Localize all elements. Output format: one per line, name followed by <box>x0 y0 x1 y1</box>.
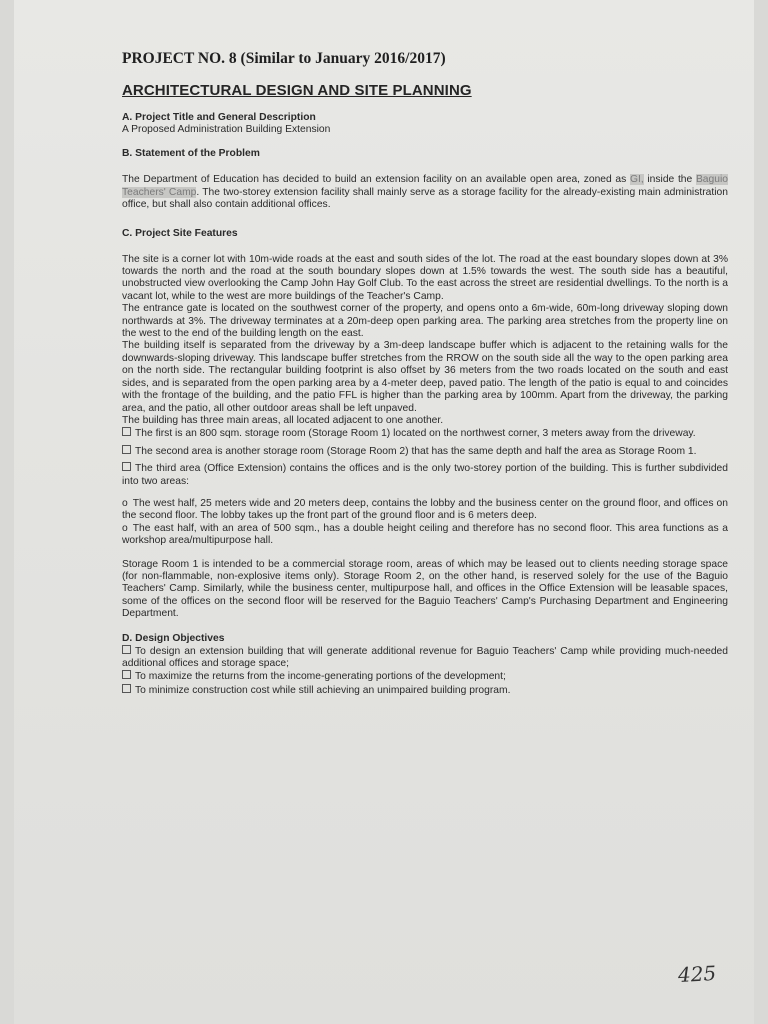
checkbox-bullet-icon <box>122 645 131 654</box>
document-content <box>122 50 728 697</box>
checkbox-bullet-icon <box>122 427 131 436</box>
document-page <box>14 0 754 1024</box>
section-a-heading: A. Project Title and General Description <box>122 112 316 123</box>
objective-2 <box>122 670 728 683</box>
project-number-heading: PROJECT NO. 8 (Similar to January 2016/2017) <box>122 50 446 67</box>
camp-highlight: Baguio Teachers' Camp <box>122 174 728 198</box>
bullet-storage-room-2 <box>122 445 728 458</box>
checkbox-bullet-icon <box>122 684 131 693</box>
zoning-highlight: GI, <box>629 174 644 186</box>
checkbox-bullet-icon <box>122 462 131 471</box>
section-b-text-end: . The two-storey extension facility shall mainly serve as a storage facility for the already-existing main administration office, but shall also contain additional offices. <box>122 186 728 211</box>
objective-1-text: To design an extension building that will generate additional revenue for Baguio Teachers' Camp while providing much-needed additional offices and storage space; <box>122 645 728 669</box>
section-b-heading: B. Statement of the Problem <box>122 148 260 160</box>
circle-bullet-icon: o <box>122 497 128 509</box>
section-a-text: A Proposed Administration Building Extension <box>122 124 331 135</box>
bullet-3-text: The third area (Office Extension) contains the offices and is the only two-storey portion of the building. This is further subdivided into two areas: <box>122 463 728 487</box>
site-paragraph-2: The entrance gate is located on the southwest corner of the property, and opens onto a 6m-wide, 60m-long driveway sloping down northwards at 3%. The driveway terminates at a 20m-deep open parking area. The parking area stretches from the property line on the west to the end of the building length on the east. <box>122 303 728 340</box>
site-paragraph-4: The building has three main areas, all located adjacent to one another. <box>122 414 444 426</box>
circle-bullet-icon: o <box>122 522 128 534</box>
site-paragraph-1: The site is a corner lot with 10m-wide roads at the east and south sides of the lot. The road at the east boundary slopes down at 3% towards the north and the road at the south boundary slopes down at 1.5% towards the west. The south side has a beautiful, unobstructed view overlooking the Camp John Hay Golf Club. To the east across the street are residential dwellings. To the north is a vacant lot, while to the west are more buildings of the Teacher's Camp. <box>122 253 728 302</box>
objective-1 <box>122 645 728 671</box>
checkbox-bullet-icon <box>122 445 131 454</box>
bullet-2-text: The second area is another storage room (Storage Room 2) that has the same depth and half the area as Storage Room 1. <box>135 445 697 457</box>
objective-2-text: To maximize the returns from the income-generating portions of the development; <box>135 671 506 683</box>
sub-bullet-east-half <box>122 523 728 548</box>
site-paragraph-3: The building itself is separated from the driveway by a 3m-deep landscape buffer which is adjacent to the retaining walls for the downwards-sloping driveway. This landscape buffer stretches from the RROW on the south side all the way to the open parking area on the north side. The rectangular building footprint is also offset by 36 meters from the two roads located on the south and east sides, and is separated from the open parking area by a 4-meter deep, paved patio. The length of the patio is equal to and coincides with the frontage of the building, and the patio FFL is higher than the parking area by 100mm. Apart from the driveway, the parking area, and the patio, all other outdoor areas shall be left unpaved. <box>122 340 728 414</box>
sub-bullet-1-text: The west half, 25 meters wide and 20 meters deep, contains the lobby and the business center on the ground floor, and offices on the second floor. The lobby takes up the front part of the ground floor and is 6 meters deep. <box>122 497 728 522</box>
handwritten-page-number: 425 <box>677 961 717 987</box>
bullet-office-extension <box>122 462 728 488</box>
section-c-heading: C. Project Site Features <box>122 227 238 239</box>
objective-3-text: To minimize construction cost while still achieving an unimpaired building program. <box>135 684 511 696</box>
section-d-heading: D. Design Objectives <box>122 632 225 644</box>
sub-bullet-2-text: The east half, with an area of 500 sqm., has a double height ceiling and therefore has no second floor. This area functions as a workshop area/multipurpose hall. <box>122 522 728 547</box>
site-paragraph-5: Storage Room 1 is intended to be a commercial storage room, areas of which may be leased out to clients needing storage space (for non-flammable, non-explosive items only). Storage Room 2, on the other hand, is reserved solely for the use of the Baguio Teachers' Camp. Similarly, while the business center, multipurpose hall, and offices in the Office Extension will be leasable spaces, some of the offices on the second floor will be reserved for the Baguio Teachers' Camp's Purchasing Department and Engineering Department. <box>122 558 728 620</box>
objective-3 <box>122 684 728 697</box>
section-b-text-mid: inside the <box>643 174 696 186</box>
section-b-text-start: The Department of Education has decided to build an extension facility on an available open area, zoned as <box>122 174 630 186</box>
bullet-storage-room-1 <box>122 427 728 440</box>
section-b-text <box>122 174 728 211</box>
bullet-1-text: The first is an 800 sqm. storage room (Storage Room 1) located on the northwest corner, 3 meters away from the driveway. <box>135 428 696 440</box>
sub-bullet-west-half <box>122 498 728 523</box>
document-title: ARCHITECTURAL DESIGN AND SITE PLANNING <box>122 82 472 99</box>
checkbox-bullet-icon <box>122 670 131 679</box>
